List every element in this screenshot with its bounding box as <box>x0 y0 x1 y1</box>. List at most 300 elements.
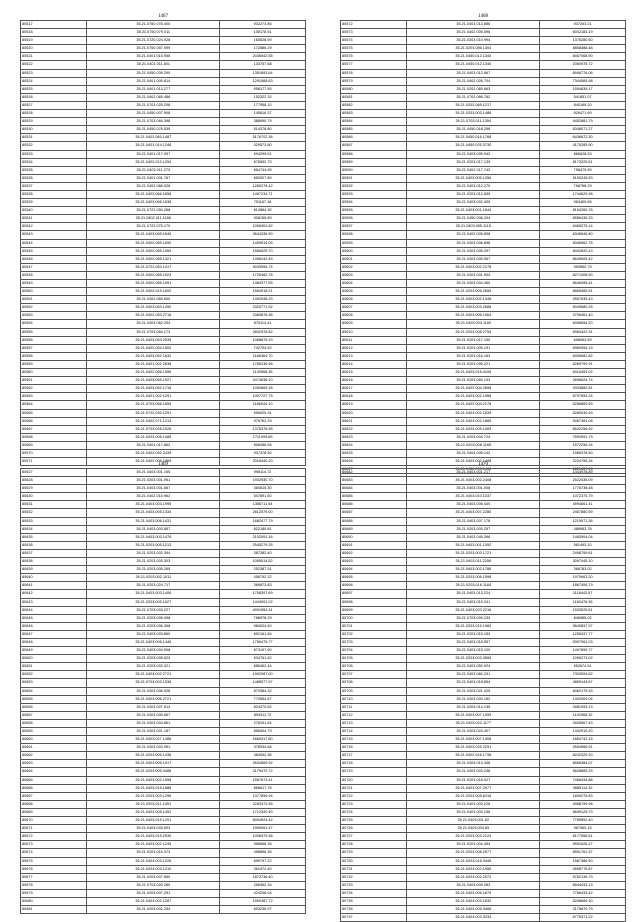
parcel-code: 35.21.0403.009.283 <box>407 881 540 889</box>
table-row <box>341 647 626 655</box>
table-row <box>21 744 306 752</box>
parcel-code: 35.21.0403.005.1334 <box>87 509 220 517</box>
row-value: 2365876.36 <box>220 312 306 320</box>
row-number: 80555 <box>21 328 87 336</box>
parcel-code: 35.21.0403.021.425 <box>407 687 540 695</box>
parcel-code: 35.21.0403.052.1716 <box>87 385 220 393</box>
parcel-code: 35.21.0403.006.698 <box>407 239 540 247</box>
row-number: 80707 <box>341 671 407 679</box>
table-row <box>21 239 306 247</box>
parcel-code: 35.21.0703.028.1526 <box>87 425 220 433</box>
row-number: 80547 <box>21 263 87 271</box>
table-row <box>341 485 626 493</box>
page-panel-1470 <box>340 462 626 922</box>
table-row <box>21 614 306 622</box>
row-number: 80672 <box>21 833 87 841</box>
row-number: 80609 <box>341 320 407 328</box>
row-value: 378934.66 <box>220 744 306 752</box>
row-value: 1302909.04 <box>540 695 626 703</box>
row-value: 2498759.61 <box>540 549 626 557</box>
table-row <box>341 352 626 360</box>
parcel-code: 35.21.0403.004.460 <box>407 280 540 288</box>
parcel-code: 35.21.0203.002.1011 <box>87 574 220 582</box>
row-number: 80714 <box>341 728 407 736</box>
table-row <box>21 393 306 401</box>
row-number: 80636 <box>21 541 87 549</box>
row-value: 1459914.09 <box>220 239 306 247</box>
parcel-code: 35.21.0203.060.133 <box>407 377 540 385</box>
table-row <box>341 493 626 501</box>
parcel-code: 35.21.0403.003.1406 <box>87 590 220 598</box>
row-number: 80733 <box>341 881 407 889</box>
row-value: 675114.41 <box>220 320 306 328</box>
row-value: 2036542.55 <box>220 53 306 61</box>
parcel-code: 35.21.0203.002.2072 <box>407 873 540 881</box>
row-value: 1587386.50 <box>540 857 626 865</box>
row-number: 80712 <box>341 711 407 719</box>
table-row <box>21 833 306 841</box>
row-value: 894311.72 <box>220 711 306 719</box>
table-row <box>341 857 626 865</box>
row-value: 1682477.79 <box>220 517 306 525</box>
parcel-code: 35.21.0203.006.2977 <box>407 849 540 857</box>
parcel-code: 35.21.0203.005.1436 <box>87 752 220 760</box>
table-row <box>21 825 306 833</box>
row-number: 80615 <box>341 369 407 377</box>
row-value: 967060.15 <box>540 825 626 833</box>
data-table <box>20 20 306 466</box>
table-row <box>341 101 626 109</box>
table-row <box>341 800 626 808</box>
row-number: 80559 <box>21 360 87 368</box>
row-number: 80628 <box>21 477 87 485</box>
table-row <box>21 558 306 566</box>
row-value: 856617.76 <box>220 784 306 792</box>
parcel-code: 35.21.0203.003.1721 <box>407 549 540 557</box>
row-value: 172686.29 <box>220 45 306 53</box>
row-value: 7789552.40 <box>540 817 626 825</box>
table-row <box>21 344 306 352</box>
parcel-code: 35.21.0203.003.257 <box>407 525 540 533</box>
row-number: 80605 <box>341 288 407 296</box>
row-value: 8173225.51 <box>540 158 626 166</box>
row-number: 80580 <box>341 85 407 93</box>
row-value: 6591761.37 <box>540 849 626 857</box>
row-value: 329573.80 <box>220 142 306 150</box>
row-value: 5762136.79 <box>540 873 626 881</box>
table-row <box>341 728 626 736</box>
row-value: 5049580.25 <box>540 304 626 312</box>
row-value: 1255437.77 <box>540 630 626 638</box>
row-value: 751167.18 <box>220 199 306 207</box>
row-value: 1567673.41 <box>220 776 306 784</box>
row-number: 80639 <box>21 566 87 574</box>
row-number: 80574 <box>341 37 407 45</box>
row-number: 80550 <box>21 288 87 296</box>
row-number: 80735 <box>341 897 407 905</box>
row-number: 80554 <box>21 320 87 328</box>
row-value: 1376376.55 <box>220 425 306 433</box>
row-value: 6346546.80 <box>540 231 626 239</box>
row-number: 80638 <box>21 558 87 566</box>
table-row <box>341 199 626 207</box>
row-value: 899797.22 <box>220 857 306 865</box>
row-number: 80664 <box>21 768 87 776</box>
row-number: 80690 <box>341 533 407 541</box>
table-row <box>21 320 306 328</box>
row-value: 2632669.92 <box>220 760 306 768</box>
page-title: 1469 <box>158 462 168 467</box>
parcel-code: 35.21.0203.003.2124 <box>407 833 540 841</box>
row-value: 594299.61 <box>220 150 306 158</box>
row-number: 80612 <box>341 344 407 352</box>
data-table <box>20 468 306 914</box>
parcel-code: 35.21.0203.006.1085 <box>87 433 220 441</box>
row-number: 80565 <box>21 409 87 417</box>
row-number: 80631 <box>21 501 87 509</box>
parcel-code: 35.21.0402.065.1321 <box>87 255 220 263</box>
row-number: 80570 <box>21 449 87 457</box>
row-value: 1280278.42 <box>220 182 306 190</box>
parcel-code: 35.21.0401.013.277 <box>87 85 220 93</box>
row-number: 80635 <box>21 533 87 541</box>
row-value: 1398142.49 <box>220 255 306 263</box>
row-value: 788978.29 <box>220 614 306 622</box>
row-value: 547891.60 <box>220 493 306 501</box>
parcel-code: 35.21.0403.012.667 <box>407 69 540 77</box>
parcel-code: 35.21.0403.025.2291 <box>407 744 540 752</box>
row-value: 1985378.50 <box>540 449 626 457</box>
row-value: 1970663.20 <box>540 574 626 582</box>
table-row <box>341 833 626 841</box>
row-number: 80647 <box>21 630 87 638</box>
table-row <box>341 736 626 744</box>
parcel-code: 35.21.0203.016.373 <box>87 849 220 857</box>
parcel-code: 35.21.0450.012.1340 <box>407 61 540 69</box>
row-value: 424206.04 <box>220 889 306 897</box>
parcel-code: 35.21.0703.064.173 <box>87 328 220 336</box>
row-number: 80716 <box>341 744 407 752</box>
row-number: 80569 <box>21 441 87 449</box>
row-number: 80674 <box>21 849 87 857</box>
row-value: 1055514.52 <box>220 558 306 566</box>
table-row <box>341 150 626 158</box>
row-value: 1375280.50 <box>540 37 626 45</box>
parcel-code: 35.21.0403.006.440 <box>407 501 540 509</box>
table-row <box>21 469 306 477</box>
row-value: 953960.79 <box>540 263 626 271</box>
parcel-code: 35.21.0402.063.1487 <box>87 134 220 142</box>
parcel-code: 35.21.0203.008.1165 <box>407 441 540 449</box>
table-row <box>341 320 626 328</box>
table-row <box>341 45 626 53</box>
row-number: 80600 <box>341 247 407 255</box>
row-number: 80676 <box>21 865 87 873</box>
table-row <box>341 239 626 247</box>
table-row <box>341 638 626 646</box>
row-number: 80598 <box>341 231 407 239</box>
row-number: 80640 <box>21 574 87 582</box>
parcel-code: 35.21.0403.006.1679 <box>407 889 540 897</box>
parcel-code: 35.21.0402.065.600 <box>87 296 220 304</box>
row-number: 80696 <box>341 582 407 590</box>
table-row <box>341 425 626 433</box>
row-number: 80706 <box>341 663 407 671</box>
row-value: 5540837.97 <box>540 622 626 630</box>
table-row <box>21 533 306 541</box>
row-number: 80567 <box>21 425 87 433</box>
table-row <box>21 401 306 409</box>
parcel-code: 35.21.0403.005.1917 <box>87 760 220 768</box>
row-number: 80632 <box>21 509 87 517</box>
table-row <box>341 288 626 296</box>
table-row <box>21 190 306 198</box>
row-value: 6566384.07 <box>540 760 626 768</box>
row-number: 80602 <box>341 263 407 271</box>
parcel-code: 35.21.0203.024.717 <box>87 582 220 590</box>
row-value: 6542256.92 <box>540 425 626 433</box>
parcel-code: 35.21.0402.011.1166 <box>87 215 220 223</box>
table-row <box>341 247 626 255</box>
row-number: 80627 <box>21 469 87 477</box>
row-number: 80684 <box>341 485 407 493</box>
table-row <box>341 158 626 166</box>
page-title: 1470 <box>478 462 488 467</box>
row-value: 1056302.82 <box>220 223 306 231</box>
row-value: 6495682.82 <box>540 352 626 360</box>
row-value: 6416454.02 <box>540 369 626 377</box>
row-value: 278151.84 <box>220 719 306 727</box>
row-value: 768798.29 <box>540 182 626 190</box>
parcel-code: 35.21.0403.001.904 <box>407 271 540 279</box>
parcel-code: 35.21.0403.018.654 <box>407 679 540 687</box>
parcel-code: 35.21.0402.065.1923 <box>87 271 220 279</box>
row-value: 5457481.08 <box>540 417 626 425</box>
parcel-code: 35.21.0203.005.523 <box>87 655 220 663</box>
row-value: 360615.30 <box>220 485 306 493</box>
parcel-code: 35.21.0403.055.1115 <box>407 223 540 231</box>
row-value: 2602976.82 <box>220 328 306 336</box>
parcel-code: 35.21.0450.076.539 <box>87 126 220 134</box>
row-value: 4994661.41 <box>540 501 626 509</box>
table-row <box>341 501 626 509</box>
row-number: 80587 <box>341 142 407 150</box>
row-value: 876552.70 <box>220 158 306 166</box>
row-value: 1192965.32 <box>540 711 626 719</box>
row-value: 1130568.35 <box>220 369 306 377</box>
table-row <box>341 385 626 393</box>
row-value: 1118443.57 <box>540 590 626 598</box>
row-value: 658063.59 <box>540 336 626 344</box>
parcel-code: 35.21.0403.003.857 <box>87 525 220 533</box>
row-number: 80532 <box>21 142 87 150</box>
row-value: 814884.30 <box>220 207 306 215</box>
parcel-code: 35.21.0403.002.2721 <box>87 671 220 679</box>
row-value: 908156.89 <box>220 215 306 223</box>
parcel-code: 35.21.0203.086.1304 <box>407 45 540 53</box>
row-value: 6177068.51 <box>540 833 626 841</box>
parcel-code: 35.21.0203.002.394 <box>87 549 220 557</box>
table-row <box>21 509 306 517</box>
parcel-code: 35.21.0203.017.190 <box>407 336 540 344</box>
row-value: 387382.40 <box>220 549 306 557</box>
row-value: 6462175.53 <box>540 687 626 695</box>
row-number: 80537 <box>21 182 87 190</box>
parcel-code: 35.21.0203.014.135 <box>407 703 540 711</box>
parcel-code: 35.21.0403.003.182 <box>407 695 540 703</box>
table-row <box>21 215 306 223</box>
parcel-code: 35.21.0450.025.3730 <box>407 142 540 150</box>
parcel-code: 35.21.0403.003.1632 <box>407 897 540 905</box>
row-value: 581493.10 <box>540 541 626 549</box>
row-value: 6348071.27 <box>540 126 626 134</box>
parcel-code: 35.21.0403.007.2280 <box>407 509 540 517</box>
row-number: 80601 <box>341 255 407 263</box>
row-value: 1351893.64 <box>220 69 306 77</box>
row-value: 742794.52 <box>220 344 306 352</box>
parcel-code: 35.21.0403.003.951 <box>87 744 220 752</box>
parcel-code: 35.21.0450.039.290 <box>87 69 220 77</box>
row-value: 3426967.49 <box>540 719 626 727</box>
table-row <box>341 509 626 517</box>
row-number: 80594 <box>341 199 407 207</box>
parcel-code: 35.21.0450.006.204 <box>407 215 540 223</box>
row-value: 937478.30 <box>220 449 306 457</box>
parcel-code: 35.21.0450.016.1768 <box>407 134 540 142</box>
parcel-code: 35.21.0402.005.1256 <box>407 174 540 182</box>
parcel-code: 35.21.0403.065.1646 <box>87 231 220 239</box>
table-row <box>21 328 306 336</box>
row-value: 384932.36 <box>220 752 306 760</box>
row-number: 80571 <box>21 458 87 466</box>
table-row <box>341 574 626 582</box>
table-row <box>21 663 306 671</box>
row-value: 256362.34 <box>220 881 306 889</box>
row-value: 2179472.72 <box>220 768 306 776</box>
row-value: 984024.40 <box>220 622 306 630</box>
table-row <box>341 360 626 368</box>
parcel-code: 35.21.0203.005.265 <box>87 566 220 574</box>
row-value: 1160476.35 <box>540 598 626 606</box>
parcel-code: 35.21.0403.019.241 <box>407 598 540 606</box>
parcel-code: 35.21.0720.024.928 <box>87 37 220 45</box>
parcel-code: 35.21.0403.002.1245 <box>87 841 220 849</box>
table-row <box>341 441 626 449</box>
row-number: 80592 <box>341 182 407 190</box>
table-row <box>341 889 626 897</box>
row-value: 1566529.70 <box>220 247 306 255</box>
table-row <box>341 255 626 263</box>
row-value: 1995061.47 <box>220 825 306 833</box>
table-row <box>341 336 626 344</box>
table-row <box>21 541 306 549</box>
table-row <box>341 695 626 703</box>
parcel-code: 35.21.0450.003.1406 <box>407 466 540 474</box>
parcel-code: 35.21.0403.002.1346 <box>407 296 540 304</box>
parcel-code: 35.21.0203.017.139 <box>407 158 540 166</box>
row-number: 80576 <box>341 53 407 61</box>
parcel-code: 35.21.0403.001.008 <box>407 485 540 493</box>
row-number: 80673 <box>21 841 87 849</box>
row-value: 4452881.79 <box>540 118 626 126</box>
table-row <box>341 655 626 663</box>
row-number: 80585 <box>341 126 407 134</box>
row-number: 80534 <box>21 158 87 166</box>
row-number: 80710 <box>341 695 407 703</box>
row-number: 80721 <box>341 784 407 792</box>
row-value: 140816.37 <box>220 110 306 118</box>
parcel-code: 35.21.0703.020.260 <box>87 881 220 889</box>
table-row <box>341 433 626 441</box>
table-row <box>341 776 626 784</box>
parcel-code: 35.21.0402.065.486 <box>87 93 220 101</box>
table-row <box>341 231 626 239</box>
table-row <box>341 53 626 61</box>
row-number: 80603 <box>341 271 407 279</box>
table-row <box>21 280 306 288</box>
table-row <box>341 61 626 69</box>
row-value: 1932930.70 <box>220 477 306 485</box>
row-value: 958177.55 <box>220 85 306 93</box>
table-row <box>341 263 626 271</box>
parcel-code: 35.21.0403.007.1099 <box>407 711 540 719</box>
row-value: 5628885.29 <box>540 768 626 776</box>
row-value: 8858488.48 <box>540 45 626 53</box>
row-value: 1343978.89 <box>540 469 626 477</box>
parcel-code: 35.21.0401.014.1248 <box>87 142 220 150</box>
row-value: 456752.22 <box>220 574 306 582</box>
table-row <box>21 477 306 485</box>
row-number: 80529 <box>21 118 87 126</box>
row-value: 8154260.76 <box>540 207 626 215</box>
row-number: 80553 <box>21 312 87 320</box>
row-number: 80577 <box>341 61 407 69</box>
parcel-code: 35.21.0403.001.187 <box>87 728 220 736</box>
table-row <box>341 469 626 477</box>
row-number: 80539 <box>21 199 87 207</box>
table-row <box>21 525 306 533</box>
parcel-code: 35.21.0403.007.178 <box>407 517 540 525</box>
row-value: 1050869.18 <box>220 385 306 393</box>
parcel-code: 35.21.0401.017.097 <box>87 150 220 158</box>
table-row <box>341 118 626 126</box>
row-value: 976762.29 <box>220 417 306 425</box>
row-number: 80678 <box>21 881 87 889</box>
row-value: 2016440.20 <box>220 458 306 466</box>
table-row <box>21 409 306 417</box>
table-row <box>341 558 626 566</box>
parcel-code: 35.21.0203.006.368 <box>87 622 220 630</box>
parcel-code: 35.21.0402.065.1591 <box>87 280 220 288</box>
table-row <box>341 817 626 825</box>
row-number: 80718 <box>341 760 407 768</box>
table-row <box>341 328 626 336</box>
row-value: 2102091.16 <box>220 533 306 541</box>
row-number: 80705 <box>341 655 407 663</box>
parcel-code: 35.21.0203.003.1210 <box>87 865 220 873</box>
table-row <box>341 525 626 533</box>
row-number: 80702 <box>341 630 407 638</box>
table-row <box>21 223 306 231</box>
table-row <box>341 369 626 377</box>
row-number: 80536 <box>21 174 87 182</box>
parcel-code: 35.21.0403.012.270 <box>407 182 540 190</box>
parcel-code: 35.21.0403.006.1964 <box>407 312 540 320</box>
row-value: 252387.31 <box>220 566 306 574</box>
row-value: 873197.90 <box>220 647 306 655</box>
parcel-code: 35.21.0203.011.1491 <box>87 800 220 808</box>
row-number: 80527 <box>21 101 87 109</box>
